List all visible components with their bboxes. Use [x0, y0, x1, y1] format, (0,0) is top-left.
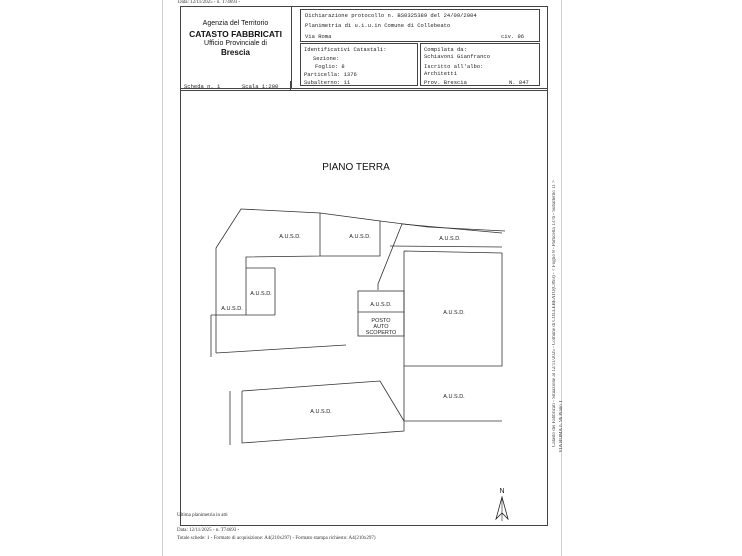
- posto-label-3: SCOPERTO: [365, 330, 397, 336]
- declaration-civ: civ. 96: [501, 33, 525, 40]
- compiled-prov: Prov. Brescia: [424, 79, 467, 86]
- vertical-note-2: VIA ROMA n. 96 Piano T: [559, 400, 564, 453]
- unit-label-6: A.U.S.D.: [370, 302, 392, 308]
- identifiers-box: [300, 43, 418, 86]
- unit-label-7: A.U.S.D.: [443, 310, 465, 316]
- identifiers-foglio: Foglio: 8: [315, 63, 345, 70]
- agency-name: Agenzia del Territorio: [202, 20, 269, 27]
- identifiers-subalterno: Subalterno: 11: [304, 79, 351, 86]
- scheda-divider: [290, 81, 291, 91]
- agency-catasto: CATASTO FABBRICATI: [189, 29, 282, 39]
- agency-block: [180, 6, 292, 89]
- compiled-box: [420, 43, 540, 86]
- scheda-number: Scheda n. 1: [184, 83, 221, 90]
- identifiers-sezione: Sezione:: [313, 55, 340, 62]
- unit-label-1: A.U.S.D.: [279, 234, 301, 240]
- vertical-notes: [552, 180, 566, 540]
- declaration-street: Via Roma: [305, 33, 332, 40]
- north-label: N: [499, 488, 505, 495]
- identifiers-title: Identificativi Catastali:: [304, 46, 387, 53]
- agency-city: Brescia: [221, 48, 250, 57]
- wall-upper-left: [211, 209, 320, 315]
- footer-date: Data: 12/11/2025 - n. T74693 -: [177, 528, 240, 533]
- declaration-box: [300, 9, 540, 42]
- vertical-note-1: Catasto dei Fabbricati - Situazione al 12/11/2025 - Comune di COLLEBEATO(C893) - < Foglio 8 - Particella 1376 - Subalterno 11 >: [552, 180, 557, 447]
- footer-format: Totale schede: 1 - Formato di acquisizione: A4(210x297) - Formato stampa richiesto: A4(210x297): [177, 536, 376, 541]
- wall-middle: [216, 345, 346, 353]
- wall-right-unit: [404, 251, 502, 366]
- plan-title: PIANO TERRA: [322, 162, 390, 173]
- unit-label-9: A.U.S.D.: [310, 409, 332, 415]
- posto-label-1: POSTO: [371, 318, 391, 324]
- header-block: [180, 6, 548, 89]
- wall-top-right: [380, 221, 505, 231]
- top-note: Data: 12/11/2025 - n. T74693 -: [178, 0, 241, 5]
- compiled-num: N. 847: [509, 79, 529, 86]
- compiled-name: Schiavoni Gianfranco: [424, 53, 491, 60]
- scheda-bar: [180, 81, 548, 91]
- plan-walls: [211, 209, 505, 445]
- unit-label-4: A.U.S.D.: [250, 291, 272, 297]
- agency-office: Ufficio Provinciale di: [204, 40, 267, 47]
- floor-plan: [180, 91, 548, 526]
- compiled-title: Compilata da:: [424, 46, 467, 53]
- unit-label-8: A.U.S.D.: [443, 394, 465, 400]
- unit-label-3: A.U.S.D.: [439, 236, 461, 242]
- wall-strip-bottom: [390, 246, 502, 247]
- identifiers-particella: Particella: 1376: [304, 71, 357, 78]
- scheda-scale: Scala 1:200: [242, 83, 279, 90]
- declaration-protocol: Dichiarazione protocollo n. BS0325389 del 24/09/2004: [305, 12, 477, 19]
- north-arrow-icon: [496, 488, 508, 521]
- wall-diagonal: [378, 224, 402, 290]
- wall-strip-top: [402, 224, 502, 233]
- compiled-albo-title: Iscritto all'albo:: [424, 63, 484, 70]
- unit-label-2: A.U.S.D.: [349, 234, 371, 240]
- footer-last: Ultima planimetria in atti: [177, 513, 228, 518]
- declaration-planimetry: Planimetria di u.i.u.in Comune di Collebeato: [305, 22, 451, 29]
- posto-label-2: AUTO: [373, 324, 389, 330]
- unit-label-5: A.U.S.D.: [221, 306, 243, 312]
- compiled-albo: Architetti: [424, 70, 458, 77]
- plan-labels: [221, 234, 465, 415]
